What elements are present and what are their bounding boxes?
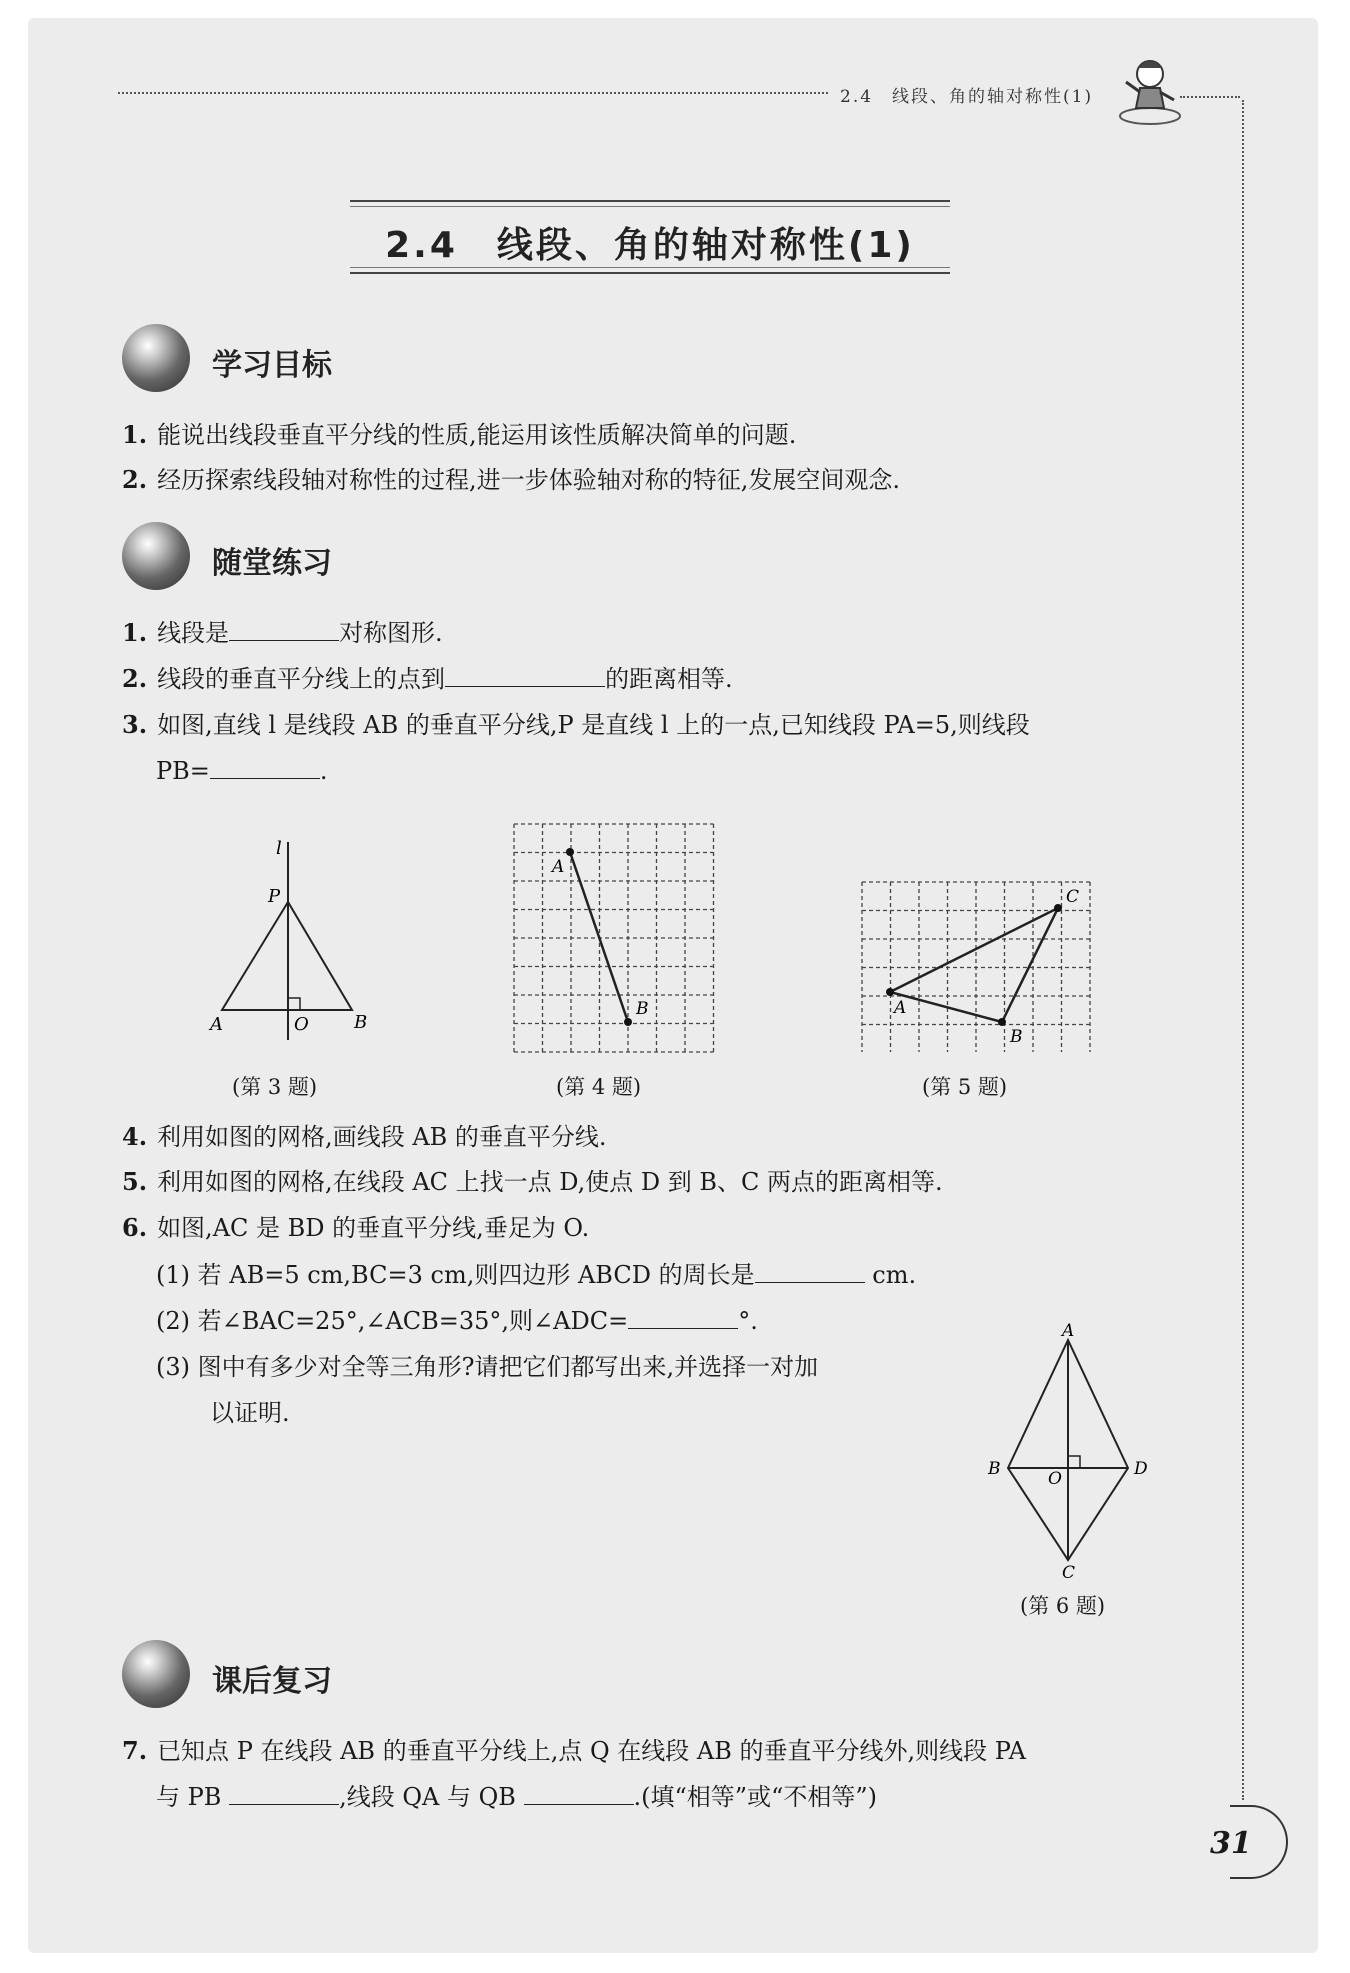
question-text: PB= xyxy=(156,757,210,785)
header-dotted-rule-right xyxy=(1180,96,1240,98)
item-number: 2. xyxy=(122,465,148,494)
title-rule-top xyxy=(350,206,950,207)
figure-3-caption: (第 3 题) xyxy=(232,1075,318,1099)
question-text: 利用如图的网格,画线段 AB 的垂直平分线. xyxy=(157,1123,607,1151)
chapter-title-bar xyxy=(350,200,950,274)
section-title: 课后复习 xyxy=(212,1664,332,1699)
question-5 xyxy=(122,1165,943,1199)
label-A: A xyxy=(552,857,565,877)
label-B: B xyxy=(636,999,649,1019)
label-l: l xyxy=(276,838,282,859)
label-D: D xyxy=(1134,1459,1148,1479)
question-text: (2) 若∠BAC=25°,∠ACB=35°,则∠ADC= xyxy=(156,1307,629,1335)
page-number: 31 xyxy=(1210,1826,1252,1861)
item-text: 能说出线段垂直平分线的性质,能运用该性质解决简单的问题. xyxy=(157,421,797,449)
item-number: 1. xyxy=(122,618,148,647)
title-rule-bottom xyxy=(350,267,950,268)
question-3-cont xyxy=(156,754,328,788)
sphere-icon xyxy=(122,324,190,392)
header-dotted-rule xyxy=(118,92,828,94)
question-text: °. xyxy=(738,1307,758,1335)
answer-blank[interactable] xyxy=(755,1260,865,1283)
question-text: 如图,AC 是 BD 的垂直平分线,垂足为 O. xyxy=(157,1214,590,1242)
item-text: 经历探索线段轴对称性的过程,进一步体验轴对称的特征,发展空间观念. xyxy=(157,466,900,494)
item-number: 7. xyxy=(122,1736,148,1765)
mascot-icon xyxy=(1110,50,1190,134)
figure-6-caption: (第 6 题) xyxy=(1020,1594,1106,1618)
question-6-part-3-cont xyxy=(210,1396,290,1430)
figure-4-grid xyxy=(512,822,716,1054)
label-A: A xyxy=(894,998,907,1018)
label-B: B xyxy=(354,1012,368,1033)
figure-6 xyxy=(980,1322,1150,1580)
answer-blank[interactable] xyxy=(229,1782,339,1805)
figure-5-grid xyxy=(860,880,1096,1052)
label-A: A xyxy=(1062,1322,1075,1341)
answer-blank[interactable] xyxy=(210,756,320,779)
section-title: 学习目标 xyxy=(212,348,332,383)
question-text: 利用如图的网格,在线段 AC 上找一点 D,使点 D 到 B、C 两点的距离相等. xyxy=(157,1168,943,1196)
question-3 xyxy=(122,708,1030,742)
question-text: 的距离相等. xyxy=(605,665,733,693)
section-title: 随堂练习 xyxy=(212,546,332,581)
answer-blank[interactable] xyxy=(445,664,605,687)
question-text: 线段是 xyxy=(157,619,230,647)
question-text: 已知点 P 在线段 AB 的垂直平分线上,点 Q 在线段 AB 的垂直平分线外,则线段 PA xyxy=(157,1737,1027,1765)
answer-blank[interactable] xyxy=(628,1306,738,1329)
question-text: 以证明. xyxy=(210,1399,290,1427)
goal-item xyxy=(122,418,796,452)
question-1 xyxy=(122,616,443,650)
label-P: P xyxy=(268,886,281,907)
label-B: B xyxy=(1010,1027,1023,1047)
item-number: 5. xyxy=(122,1167,148,1196)
sphere-icon xyxy=(122,1640,190,1708)
margin-dotted-rule xyxy=(1242,100,1244,1800)
question-7 xyxy=(122,1734,1026,1768)
question-text: 线段的垂直平分线上的点到 xyxy=(157,665,446,693)
label-O: O xyxy=(1048,1469,1062,1489)
label-A: A xyxy=(210,1014,223,1035)
sphere-icon xyxy=(122,522,190,590)
question-text: ,线段 QA 与 QB xyxy=(339,1783,516,1811)
question-text: .(填“相等”或“不相等”) xyxy=(633,1783,877,1811)
question-6-part-1 xyxy=(156,1258,916,1292)
question-text: 与 PB xyxy=(156,1783,222,1811)
question-text: 如图,直线 l 是线段 AB 的垂直平分线,P 是直线 l 上的一点,已知线段 PA=5,则线段 xyxy=(157,711,1030,739)
goal-item xyxy=(122,463,900,497)
running-title: 2.4 线段、角的轴对称性(1) xyxy=(840,87,1094,107)
label-B: B xyxy=(988,1459,1001,1479)
answer-blank[interactable] xyxy=(524,1782,634,1805)
label-C: C xyxy=(1062,1563,1076,1580)
label-C: C xyxy=(1066,887,1080,907)
question-text: cm. xyxy=(872,1261,917,1289)
question-text: (3) 图中有多少对全等三角形?请把它们都写出来,并选择一对加 xyxy=(156,1353,819,1381)
item-number: 4. xyxy=(122,1122,148,1151)
question-text: (1) 若 AB=5 cm,BC=3 cm,则四边形 ABCD 的周长是 xyxy=(156,1261,755,1289)
question-6 xyxy=(122,1211,589,1245)
item-number: 6. xyxy=(122,1213,148,1242)
question-4 xyxy=(122,1120,607,1154)
item-number: 1. xyxy=(122,420,148,449)
page-title: 2.4 线段、角的轴对称性(1) xyxy=(385,225,915,266)
question-2 xyxy=(122,662,733,696)
question-text: 对称图形. xyxy=(339,619,443,647)
question-text: . xyxy=(319,757,328,785)
answer-blank[interactable] xyxy=(229,618,339,641)
figure-5-caption: (第 5 题) xyxy=(922,1075,1008,1099)
figure-4-caption: (第 4 题) xyxy=(556,1075,642,1099)
question-6-part-3 xyxy=(156,1350,818,1384)
question-6-part-2 xyxy=(156,1304,758,1338)
item-number: 3. xyxy=(122,710,148,739)
label-O: O xyxy=(294,1014,309,1035)
figure-3 xyxy=(200,830,380,1050)
question-7-cont xyxy=(156,1780,877,1814)
item-number: 2. xyxy=(122,664,148,693)
